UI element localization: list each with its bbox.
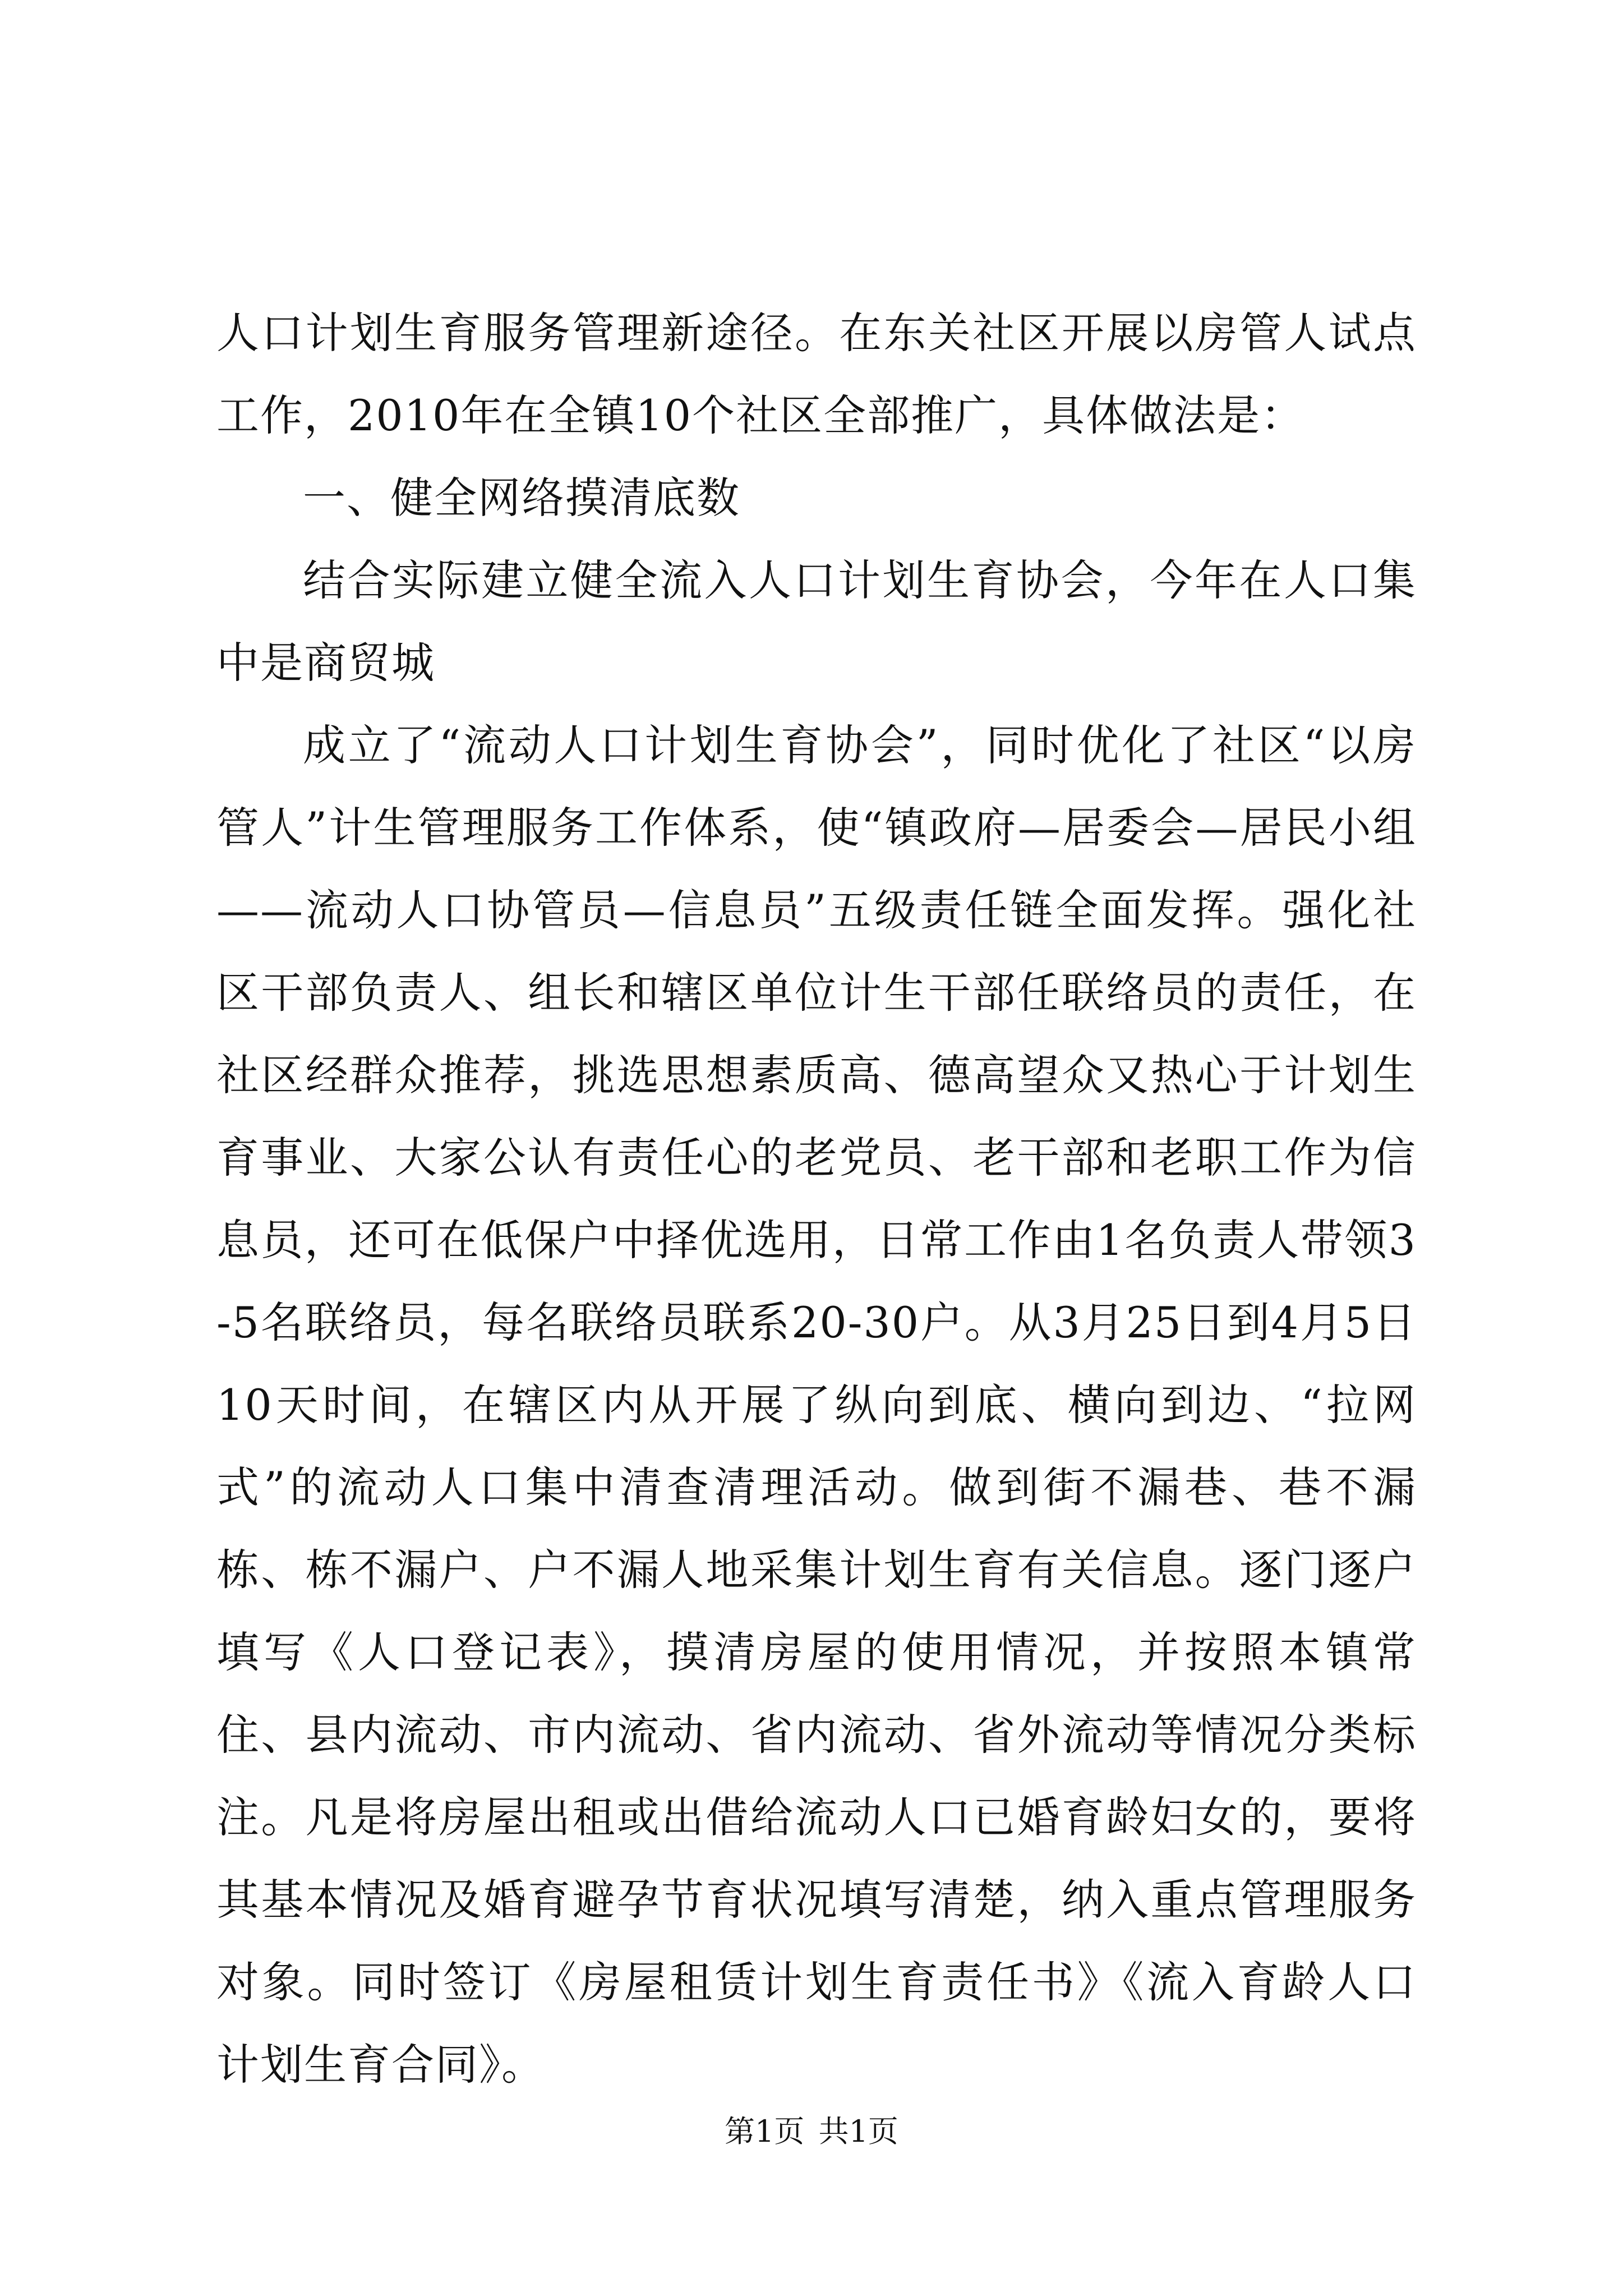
page-total: 共1页 (818, 2114, 898, 2149)
document-body (216, 292, 1417, 2106)
page-number: 第1页 (725, 2114, 805, 2149)
paragraph-details: 成立了“流动人口计划生育协会”，同时优化了社区“以房管人”计生管理服务工作体系，使“镇政府—居委会—居民小组——流动人口协管员—信息员”五级责任链全面发挥。强化社区干部负责人、组长和辖区单位计生干部任联络员的责任，在社区经群众推荐，挑选思想素质高、德高望众又热心于计划生育事业、大家公认有责任心的老党员、老干部和老职工作为信息员，还可在低保户中择优选用，日常工作由1名负责人带领3-5名联络员，每名联络员联系20-30户。从3月25日到4月5日10天时间，在辖区内从开展了纵向到底、横向到边、“拉网式”的流动人口集中清查清理活动。做到街不漏巷、巷不漏栋、栋不漏户、户不漏人地采集计划生育有关信息。逐门逐户填写《人口登记表》，摸清房屋的使用情况，并按照本镇常住、县内流动、市内流动、省内流动、省外流动等情况分类标注。凡是将房屋出租或出借给流动人口已婚育龄妇女的，要将其基本情况及婚育避孕节育状况填写清楚，纳入重点管理服务对象。同时签订《房屋租赁计划生育责任书》《流入育龄人口计划生育合同》。 (216, 720, 1417, 2090)
paragraph-intro: 人口计划生育服务管理新途径。在东关社区开展以房管人试点工作，2010年在全镇10个社区全部推广，具体做法是： (216, 308, 1417, 440)
paragraph-association: 结合实际建立健全流入人口计划生育协会，今年在人口集中是商贸城 (216, 555, 1417, 688)
page-footer (0, 2112, 1623, 2151)
section-heading: 一、健全网络摸清底数 (303, 473, 740, 523)
